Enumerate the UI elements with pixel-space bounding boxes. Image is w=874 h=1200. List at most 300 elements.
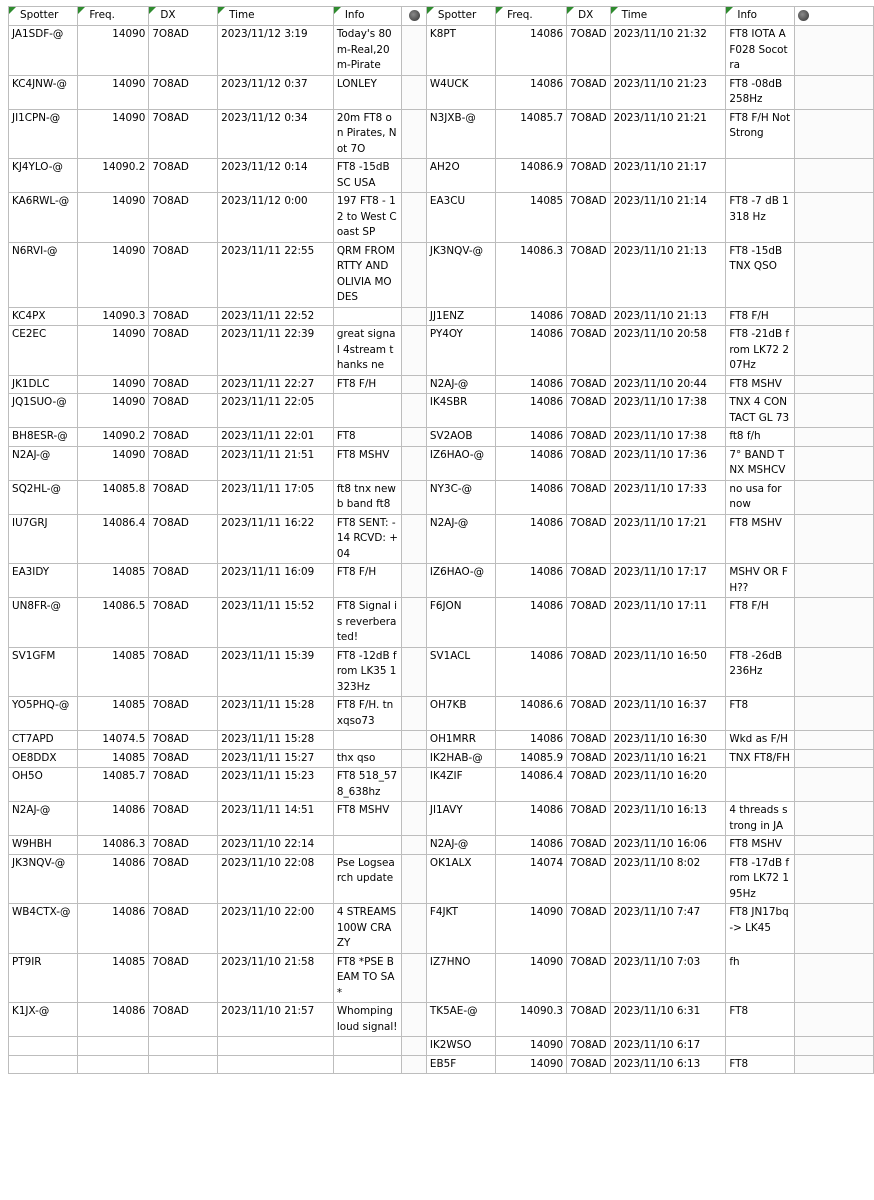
column-header-time-2[interactable]: Time: [610, 7, 726, 26]
left-cell-dx[interactable]: 7O8AD: [149, 598, 218, 648]
left-cell-time[interactable]: 2023/11/10 21:58: [218, 953, 334, 1003]
right-cell-time[interactable]: 2023/11/10 17:11: [610, 598, 726, 648]
left-cell-info[interactable]: FT8 SENT: -14 RCVD: +04: [333, 514, 401, 564]
right-cell-spotter[interactable]: IZ6HAO-@: [426, 564, 495, 598]
right-cell-spotter[interactable]: IZ6HAO-@: [426, 446, 495, 480]
left-cell-freq[interactable]: 14090: [78, 26, 149, 76]
left-cell-freq[interactable]: [78, 1037, 149, 1056]
left-cell-spotter[interactable]: KJ4YLO-@: [9, 159, 78, 193]
right-cell-info[interactable]: [726, 159, 794, 193]
right-cell-dx[interactable]: 7O8AD: [567, 428, 611, 447]
right-cell-freq[interactable]: 14086: [496, 731, 567, 750]
left-cell-freq[interactable]: 14086: [78, 904, 149, 954]
right-cell-info[interactable]: fh: [726, 953, 794, 1003]
right-cell-dx[interactable]: 7O8AD: [567, 768, 611, 802]
left-cell-time[interactable]: 2023/11/11 17:05: [218, 480, 334, 514]
left-cell-freq[interactable]: 14090: [78, 75, 149, 109]
right-cell-info[interactable]: no usa for now: [726, 480, 794, 514]
column-header-info[interactable]: Info: [333, 7, 401, 26]
left-cell-dx[interactable]: 7O8AD: [149, 446, 218, 480]
right-cell-freq[interactable]: 14086: [496, 75, 567, 109]
left-cell-spotter[interactable]: [9, 1037, 78, 1056]
right-cell-info[interactable]: MSHV OR FH??: [726, 564, 794, 598]
right-cell-time[interactable]: 2023/11/10 16:20: [610, 768, 726, 802]
right-cell-info[interactable]: FT8 IOTA AF028 Socotra: [726, 26, 794, 76]
left-cell-time[interactable]: 2023/11/12 0:14: [218, 159, 334, 193]
right-cell-freq[interactable]: 14086: [496, 647, 567, 697]
left-cell-freq[interactable]: 14085: [78, 647, 149, 697]
right-cell-freq[interactable]: 14090.3: [496, 1003, 567, 1037]
right-cell-spotter[interactable]: AH2O: [426, 159, 495, 193]
right-cell-time[interactable]: 2023/11/10 21:17: [610, 159, 726, 193]
left-cell-spotter[interactable]: KC4PX: [9, 307, 78, 326]
right-cell-spotter[interactable]: N2AJ-@: [426, 836, 495, 855]
left-cell-freq[interactable]: 14085: [78, 697, 149, 731]
left-cell-freq[interactable]: 14086.3: [78, 836, 149, 855]
left-cell-freq[interactable]: 14086: [78, 802, 149, 836]
left-cell-spotter[interactable]: CT7APD: [9, 731, 78, 750]
column-header-dx[interactable]: DX: [149, 7, 218, 26]
left-cell-time[interactable]: 2023/11/11 14:51: [218, 802, 334, 836]
right-cell-dx[interactable]: 7O8AD: [567, 326, 611, 376]
left-cell-freq[interactable]: 14085.8: [78, 480, 149, 514]
right-cell-info[interactable]: FT8: [726, 697, 794, 731]
left-cell-info[interactable]: great signal 4stream thanks ne: [333, 326, 401, 376]
left-cell-spotter[interactable]: EA3IDY: [9, 564, 78, 598]
right-cell-freq[interactable]: 14090: [496, 904, 567, 954]
left-cell-time[interactable]: 2023/11/11 15:39: [218, 647, 334, 697]
left-cell-dx[interactable]: 7O8AD: [149, 1003, 218, 1037]
right-cell-dx[interactable]: 7O8AD: [567, 1037, 611, 1056]
left-cell-spotter[interactable]: IU7GRJ: [9, 514, 78, 564]
right-cell-dx[interactable]: 7O8AD: [567, 904, 611, 954]
left-cell-dx[interactable]: [149, 1037, 218, 1056]
right-cell-info[interactable]: FT8 -15dB TNX QSO: [726, 242, 794, 307]
right-cell-spotter[interactable]: F4JKT: [426, 904, 495, 954]
left-cell-freq[interactable]: 14085: [78, 953, 149, 1003]
left-cell-time[interactable]: 2023/11/11 16:22: [218, 514, 334, 564]
right-cell-freq[interactable]: 14086: [496, 26, 567, 76]
right-cell-time[interactable]: 2023/11/10 17:21: [610, 514, 726, 564]
left-cell-info[interactable]: 20m FT8 on Pirates, Not 7O: [333, 109, 401, 159]
right-cell-spotter[interactable]: JJ1ENZ: [426, 307, 495, 326]
left-cell-info[interactable]: [333, 731, 401, 750]
right-cell-spotter[interactable]: W4UCK: [426, 75, 495, 109]
left-cell-time[interactable]: 2023/11/12 0:34: [218, 109, 334, 159]
left-cell-time[interactable]: [218, 1055, 334, 1074]
right-cell-freq[interactable]: 14086: [496, 375, 567, 394]
right-cell-dx[interactable]: 7O8AD: [567, 564, 611, 598]
right-cell-freq[interactable]: 14085.9: [496, 749, 567, 768]
right-cell-time[interactable]: 2023/11/10 6:31: [610, 1003, 726, 1037]
right-cell-freq[interactable]: 14074: [496, 854, 567, 904]
left-cell-freq[interactable]: 14090: [78, 109, 149, 159]
right-cell-time[interactable]: 2023/11/10 17:33: [610, 480, 726, 514]
left-cell-time[interactable]: 2023/11/11 15:23: [218, 768, 334, 802]
right-cell-time[interactable]: 2023/11/10 6:13: [610, 1055, 726, 1074]
left-cell-freq[interactable]: 14086.4: [78, 514, 149, 564]
left-cell-spotter[interactable]: SV1GFM: [9, 647, 78, 697]
left-cell-spotter[interactable]: [9, 1055, 78, 1074]
left-cell-spotter[interactable]: K1JX-@: [9, 1003, 78, 1037]
left-cell-spotter[interactable]: CE2EC: [9, 326, 78, 376]
right-cell-time[interactable]: 2023/11/10 16:21: [610, 749, 726, 768]
right-cell-freq[interactable]: 14086: [496, 598, 567, 648]
left-cell-dx[interactable]: 7O8AD: [149, 375, 218, 394]
left-cell-dx[interactable]: 7O8AD: [149, 428, 218, 447]
left-cell-time[interactable]: 2023/11/12 0:37: [218, 75, 334, 109]
left-cell-spotter[interactable]: JA1SDF-@: [9, 26, 78, 76]
left-cell-dx[interactable]: 7O8AD: [149, 749, 218, 768]
right-cell-spotter[interactable]: TK5AE-@: [426, 1003, 495, 1037]
left-cell-info[interactable]: QRM FROM RTTY AND OLIVIA MODES: [333, 242, 401, 307]
right-cell-info[interactable]: TNX 4 CONTACT GL 73: [726, 394, 794, 428]
left-cell-spotter[interactable]: PT9IR: [9, 953, 78, 1003]
left-cell-freq[interactable]: 14086: [78, 1003, 149, 1037]
left-cell-freq[interactable]: 14090: [78, 394, 149, 428]
left-cell-freq[interactable]: 14086.5: [78, 598, 149, 648]
right-cell-freq[interactable]: 14090: [496, 953, 567, 1003]
right-cell-freq[interactable]: 14085.7: [496, 109, 567, 159]
left-cell-time[interactable]: 2023/11/11 15:52: [218, 598, 334, 648]
right-cell-dx[interactable]: 7O8AD: [567, 75, 611, 109]
right-cell-time[interactable]: 2023/11/10 7:47: [610, 904, 726, 954]
left-cell-freq[interactable]: 14074.5: [78, 731, 149, 750]
left-cell-freq[interactable]: 14085: [78, 749, 149, 768]
right-cell-freq[interactable]: 14086: [496, 836, 567, 855]
left-cell-info[interactable]: FT8 *PSE BEAM TO SA*: [333, 953, 401, 1003]
left-cell-time[interactable]: 2023/11/10 22:14: [218, 836, 334, 855]
left-cell-spotter[interactable]: W9HBH: [9, 836, 78, 855]
left-cell-info[interactable]: FT8 -12dB from LK35 1323Hz: [333, 647, 401, 697]
left-cell-freq[interactable]: 14090.2: [78, 159, 149, 193]
left-cell-spotter[interactable]: KC4JNW-@: [9, 75, 78, 109]
right-cell-info[interactable]: FT8 MSHV: [726, 836, 794, 855]
right-cell-info[interactable]: ft8 f/h: [726, 428, 794, 447]
right-cell-spotter[interactable]: SV1ACL: [426, 647, 495, 697]
right-cell-info[interactable]: FT8 MSHV: [726, 514, 794, 564]
left-cell-info[interactable]: FT8 F/H. tnxqso73: [333, 697, 401, 731]
right-cell-dx[interactable]: 7O8AD: [567, 446, 611, 480]
left-cell-dx[interactable]: 7O8AD: [149, 109, 218, 159]
left-cell-info[interactable]: FT8 Signal is reverberated!: [333, 598, 401, 648]
left-cell-spotter[interactable]: WB4CTX-@: [9, 904, 78, 954]
column-header-spotter[interactable]: Spotter: [9, 7, 78, 26]
right-cell-freq[interactable]: 14086.4: [496, 768, 567, 802]
left-cell-info[interactable]: FT8 F/H: [333, 375, 401, 394]
left-cell-spotter[interactable]: UN8FR-@: [9, 598, 78, 648]
left-cell-time[interactable]: 2023/11/11 16:09: [218, 564, 334, 598]
left-cell-dx[interactable]: 7O8AD: [149, 731, 218, 750]
right-cell-info[interactable]: FT8 MSHV: [726, 375, 794, 394]
column-header-map-2[interactable]: [794, 7, 873, 26]
right-cell-dx[interactable]: 7O8AD: [567, 159, 611, 193]
right-cell-spotter[interactable]: N2AJ-@: [426, 514, 495, 564]
left-cell-info[interactable]: 4 STREAMS 100W CRAZY: [333, 904, 401, 954]
right-cell-spotter[interactable]: F6JON: [426, 598, 495, 648]
right-cell-time[interactable]: 2023/11/10 17:38: [610, 428, 726, 447]
right-cell-info[interactable]: FT8: [726, 1003, 794, 1037]
right-cell-time[interactable]: 2023/11/10 8:02: [610, 854, 726, 904]
left-cell-spotter[interactable]: SQ2HL-@: [9, 480, 78, 514]
left-cell-time[interactable]: 2023/11/11 15:28: [218, 697, 334, 731]
left-cell-time[interactable]: 2023/11/11 22:01: [218, 428, 334, 447]
right-cell-dx[interactable]: 7O8AD: [567, 1003, 611, 1037]
left-cell-spotter[interactable]: JQ1SUO-@: [9, 394, 78, 428]
right-cell-spotter[interactable]: PY4OY: [426, 326, 495, 376]
right-cell-info[interactable]: FT8 F/H: [726, 307, 794, 326]
right-cell-time[interactable]: 2023/11/10 21:23: [610, 75, 726, 109]
right-cell-time[interactable]: 2023/11/10 21:14: [610, 193, 726, 243]
left-cell-info[interactable]: [333, 836, 401, 855]
left-cell-spotter[interactable]: N2AJ-@: [9, 446, 78, 480]
left-cell-time[interactable]: 2023/11/11 15:28: [218, 731, 334, 750]
left-cell-time[interactable]: 2023/11/11 22:55: [218, 242, 334, 307]
column-header-dx-2[interactable]: DX: [567, 7, 611, 26]
left-cell-freq[interactable]: 14090: [78, 446, 149, 480]
right-cell-dx[interactable]: 7O8AD: [567, 749, 611, 768]
left-cell-time[interactable]: 2023/11/11 22:27: [218, 375, 334, 394]
right-cell-dx[interactable]: 7O8AD: [567, 26, 611, 76]
column-header-info-2[interactable]: Info: [726, 7, 794, 26]
right-cell-dx[interactable]: 7O8AD: [567, 953, 611, 1003]
right-cell-freq[interactable]: 14090: [496, 1037, 567, 1056]
right-cell-info[interactable]: 7° BAND TNX MSHCV: [726, 446, 794, 480]
left-cell-spotter[interactable]: N6RVI-@: [9, 242, 78, 307]
left-cell-dx[interactable]: 7O8AD: [149, 75, 218, 109]
right-cell-spotter[interactable]: OH7KB: [426, 697, 495, 731]
right-cell-freq[interactable]: 14086: [496, 394, 567, 428]
right-cell-time[interactable]: 2023/11/10 21:13: [610, 307, 726, 326]
right-cell-dx[interactable]: 7O8AD: [567, 697, 611, 731]
right-cell-dx[interactable]: 7O8AD: [567, 731, 611, 750]
left-cell-dx[interactable]: 7O8AD: [149, 953, 218, 1003]
left-cell-spotter[interactable]: YO5PHQ-@: [9, 697, 78, 731]
right-cell-spotter[interactable]: JI1AVY: [426, 802, 495, 836]
left-cell-dx[interactable]: 7O8AD: [149, 326, 218, 376]
left-cell-spotter[interactable]: KA6RWL-@: [9, 193, 78, 243]
right-cell-freq[interactable]: 14086: [496, 446, 567, 480]
right-cell-freq[interactable]: 14086: [496, 514, 567, 564]
right-cell-time[interactable]: 2023/11/10 16:37: [610, 697, 726, 731]
column-header-map[interactable]: [402, 7, 427, 26]
right-cell-spotter[interactable]: IK4SBR: [426, 394, 495, 428]
left-cell-dx[interactable]: 7O8AD: [149, 514, 218, 564]
right-cell-freq[interactable]: 14086: [496, 802, 567, 836]
right-cell-info[interactable]: FT8: [726, 1055, 794, 1074]
left-cell-time[interactable]: 2023/11/11 22:05: [218, 394, 334, 428]
right-cell-spotter[interactable]: IZ7HNO: [426, 953, 495, 1003]
right-cell-info[interactable]: FT8 -26dB 236Hz: [726, 647, 794, 697]
right-cell-time[interactable]: 2023/11/10 17:36: [610, 446, 726, 480]
left-cell-dx[interactable]: 7O8AD: [149, 802, 218, 836]
left-cell-freq[interactable]: 14090: [78, 193, 149, 243]
left-cell-time[interactable]: 2023/11/12 0:00: [218, 193, 334, 243]
right-cell-freq[interactable]: 14086: [496, 480, 567, 514]
left-cell-dx[interactable]: 7O8AD: [149, 697, 218, 731]
right-cell-time[interactable]: 2023/11/10 20:58: [610, 326, 726, 376]
left-cell-dx[interactable]: 7O8AD: [149, 193, 218, 243]
right-cell-freq[interactable]: 14086.6: [496, 697, 567, 731]
left-cell-dx[interactable]: 7O8AD: [149, 26, 218, 76]
column-header-freq[interactable]: Freq.: [78, 7, 149, 26]
right-cell-spotter[interactable]: IK2WSO: [426, 1037, 495, 1056]
right-cell-dx[interactable]: 7O8AD: [567, 836, 611, 855]
left-cell-spotter[interactable]: BH8ESR-@: [9, 428, 78, 447]
left-cell-spotter[interactable]: N2AJ-@: [9, 802, 78, 836]
left-cell-time[interactable]: 2023/11/12 3:19: [218, 26, 334, 76]
left-cell-time[interactable]: 2023/11/10 21:57: [218, 1003, 334, 1037]
right-cell-time[interactable]: 2023/11/10 16:50: [610, 647, 726, 697]
column-header-time[interactable]: Time: [218, 7, 334, 26]
right-cell-dx[interactable]: 7O8AD: [567, 307, 611, 326]
left-cell-info[interactable]: FT8 MSHV: [333, 802, 401, 836]
left-cell-time[interactable]: 2023/11/11 22:52: [218, 307, 334, 326]
right-cell-spotter[interactable]: EB5F: [426, 1055, 495, 1074]
left-cell-dx[interactable]: 7O8AD: [149, 904, 218, 954]
left-cell-dx[interactable]: 7O8AD: [149, 836, 218, 855]
right-cell-info[interactable]: TNX FT8/FH: [726, 749, 794, 768]
left-cell-freq[interactable]: 14085: [78, 564, 149, 598]
left-cell-info[interactable]: Pse Logsearch update: [333, 854, 401, 904]
right-cell-freq[interactable]: 14086: [496, 326, 567, 376]
left-cell-dx[interactable]: [149, 1055, 218, 1074]
right-cell-info[interactable]: FT8 -21dB from LK72 207Hz: [726, 326, 794, 376]
left-cell-freq[interactable]: 14090: [78, 375, 149, 394]
left-cell-info[interactable]: LONLEY: [333, 75, 401, 109]
right-cell-spotter[interactable]: K8PT: [426, 26, 495, 76]
right-cell-spotter[interactable]: EA3CU: [426, 193, 495, 243]
left-cell-dx[interactable]: 7O8AD: [149, 854, 218, 904]
left-cell-time[interactable]: [218, 1037, 334, 1056]
left-cell-info[interactable]: FT8 F/H: [333, 564, 401, 598]
left-cell-info[interactable]: FT8 -15dB SC USA: [333, 159, 401, 193]
left-cell-spotter[interactable]: JI1CPN-@: [9, 109, 78, 159]
right-cell-dx[interactable]: 7O8AD: [567, 1055, 611, 1074]
left-cell-info[interactable]: FT8 518_578_638hz: [333, 768, 401, 802]
right-cell-spotter[interactable]: NY3C-@: [426, 480, 495, 514]
right-cell-dx[interactable]: 7O8AD: [567, 514, 611, 564]
left-cell-dx[interactable]: 7O8AD: [149, 159, 218, 193]
right-cell-spotter[interactable]: N3JXB-@: [426, 109, 495, 159]
left-cell-info[interactable]: 197 FT8 - 12 to West Coast SP: [333, 193, 401, 243]
right-cell-spotter[interactable]: OK1ALX: [426, 854, 495, 904]
right-cell-dx[interactable]: 7O8AD: [567, 109, 611, 159]
right-cell-dx[interactable]: 7O8AD: [567, 598, 611, 648]
right-cell-dx[interactable]: 7O8AD: [567, 375, 611, 394]
left-cell-freq[interactable]: [78, 1055, 149, 1074]
right-cell-time[interactable]: 2023/11/10 17:38: [610, 394, 726, 428]
right-cell-time[interactable]: 2023/11/10 17:17: [610, 564, 726, 598]
right-cell-time[interactable]: 2023/11/10 16:30: [610, 731, 726, 750]
right-cell-spotter[interactable]: IK4ZIF: [426, 768, 495, 802]
right-cell-info[interactable]: FT8 -17dB from LK72 195Hz: [726, 854, 794, 904]
left-cell-info[interactable]: Whomping loud signal!: [333, 1003, 401, 1037]
right-cell-freq[interactable]: 14085: [496, 193, 567, 243]
right-cell-dx[interactable]: 7O8AD: [567, 647, 611, 697]
left-cell-freq[interactable]: 14090: [78, 326, 149, 376]
right-cell-spotter[interactable]: OH1MRR: [426, 731, 495, 750]
right-cell-info[interactable]: FT8 -08dB 258Hz: [726, 75, 794, 109]
left-cell-freq[interactable]: 14085.7: [78, 768, 149, 802]
left-cell-info[interactable]: [333, 1055, 401, 1074]
right-cell-time[interactable]: 2023/11/10 6:17: [610, 1037, 726, 1056]
left-cell-freq[interactable]: 14090.3: [78, 307, 149, 326]
column-header-spotter-2[interactable]: Spotter: [426, 7, 495, 26]
left-cell-freq[interactable]: 14086: [78, 854, 149, 904]
right-cell-info[interactable]: FT8 F/H: [726, 598, 794, 648]
right-cell-info[interactable]: [726, 768, 794, 802]
right-cell-info[interactable]: [726, 1037, 794, 1056]
right-cell-info[interactable]: FT8 F/H Not Strong: [726, 109, 794, 159]
right-cell-freq[interactable]: 14086.9: [496, 159, 567, 193]
left-cell-info[interactable]: [333, 394, 401, 428]
right-cell-dx[interactable]: 7O8AD: [567, 193, 611, 243]
left-cell-dx[interactable]: 7O8AD: [149, 564, 218, 598]
right-cell-spotter[interactable]: IK2HAB-@: [426, 749, 495, 768]
left-cell-dx[interactable]: 7O8AD: [149, 307, 218, 326]
left-cell-spotter[interactable]: JK3NQV-@: [9, 854, 78, 904]
right-cell-freq[interactable]: 14090: [496, 1055, 567, 1074]
right-cell-spotter[interactable]: JK3NQV-@: [426, 242, 495, 307]
right-cell-time[interactable]: 2023/11/10 7:03: [610, 953, 726, 1003]
left-cell-freq[interactable]: 14090: [78, 242, 149, 307]
right-cell-info[interactable]: Wkd as F/H: [726, 731, 794, 750]
right-cell-freq[interactable]: 14086: [496, 307, 567, 326]
left-cell-info[interactable]: [333, 1037, 401, 1056]
left-cell-time[interactable]: 2023/11/11 21:51: [218, 446, 334, 480]
left-cell-time[interactable]: 2023/11/10 22:00: [218, 904, 334, 954]
left-cell-freq[interactable]: 14090.2: [78, 428, 149, 447]
column-header-freq-2[interactable]: Freq.: [496, 7, 567, 26]
right-cell-freq[interactable]: 14086: [496, 428, 567, 447]
right-cell-dx[interactable]: 7O8AD: [567, 242, 611, 307]
left-cell-dx[interactable]: 7O8AD: [149, 480, 218, 514]
left-cell-info[interactable]: thx qso: [333, 749, 401, 768]
left-cell-dx[interactable]: 7O8AD: [149, 647, 218, 697]
left-cell-dx[interactable]: 7O8AD: [149, 242, 218, 307]
right-cell-freq[interactable]: 14086: [496, 564, 567, 598]
left-cell-time[interactable]: 2023/11/11 22:39: [218, 326, 334, 376]
left-cell-spotter[interactable]: OE8DDX: [9, 749, 78, 768]
right-cell-dx[interactable]: 7O8AD: [567, 480, 611, 514]
left-cell-time[interactable]: 2023/11/11 15:27: [218, 749, 334, 768]
right-cell-spotter[interactable]: SV2AOB: [426, 428, 495, 447]
left-cell-info[interactable]: [333, 307, 401, 326]
left-cell-dx[interactable]: 7O8AD: [149, 394, 218, 428]
left-cell-time[interactable]: 2023/11/10 22:08: [218, 854, 334, 904]
right-cell-time[interactable]: 2023/11/10 16:13: [610, 802, 726, 836]
right-cell-spotter[interactable]: N2AJ-@: [426, 375, 495, 394]
left-cell-info[interactable]: ft8 tnx newb band ft8: [333, 480, 401, 514]
left-cell-spotter[interactable]: JK1DLC: [9, 375, 78, 394]
right-cell-dx[interactable]: 7O8AD: [567, 854, 611, 904]
right-cell-info[interactable]: FT8 -7 dB 1318 Hz: [726, 193, 794, 243]
right-cell-dx[interactable]: 7O8AD: [567, 802, 611, 836]
right-cell-info[interactable]: 4 threads strong in JA: [726, 802, 794, 836]
left-cell-dx[interactable]: 7O8AD: [149, 768, 218, 802]
right-cell-freq[interactable]: 14086.3: [496, 242, 567, 307]
right-cell-time[interactable]: 2023/11/10 21:21: [610, 109, 726, 159]
right-cell-time[interactable]: 2023/11/10 20:44: [610, 375, 726, 394]
left-cell-info[interactable]: Today's 80m-Real,20m-Pirate: [333, 26, 401, 76]
right-cell-info[interactable]: FT8 JN17bq -> LK45: [726, 904, 794, 954]
right-cell-time[interactable]: 2023/11/10 21:13: [610, 242, 726, 307]
right-cell-dx[interactable]: 7O8AD: [567, 394, 611, 428]
left-cell-info[interactable]: FT8 MSHV: [333, 446, 401, 480]
left-cell-info[interactable]: FT8: [333, 428, 401, 447]
right-cell-time[interactable]: 2023/11/10 16:06: [610, 836, 726, 855]
